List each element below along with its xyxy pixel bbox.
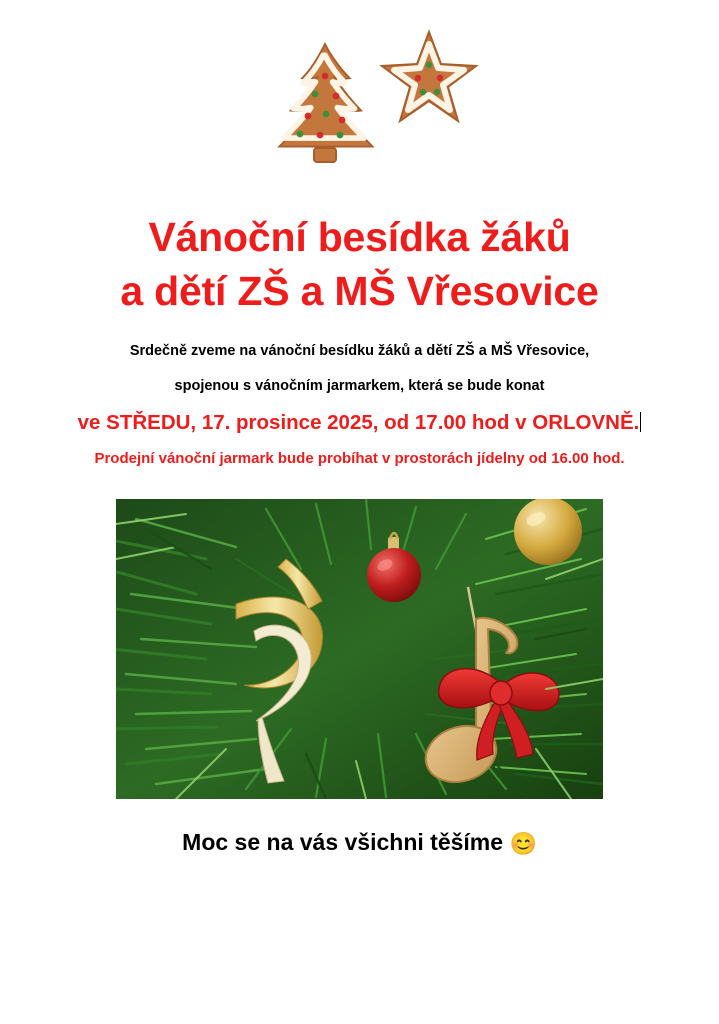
- closing-line: [182, 829, 537, 857]
- title-line-2: a dětí ZŠ a MŠ Vřesovice: [120, 268, 599, 315]
- poster-body: [0, 344, 719, 467]
- market-info-line: Prodejní vánoční jarmark bude probíhat v prostorách jídelny od 16.00 hod.: [94, 449, 625, 467]
- closing-text: Moc se na vás všichni těšíme: [182, 829, 504, 856]
- poster-title: [0, 210, 719, 318]
- event-datetime-line: ve STŘEDU, 17. prosince 2025, od 17.00 hod v ORLOVNĚ.: [77, 411, 640, 435]
- invitation-line-2: spojenou s vánočním jarmarkem, která se bude konat: [174, 378, 545, 395]
- text-cursor: [640, 412, 641, 432]
- christmas-tree-ornament-photo: [116, 499, 603, 799]
- title-line-1: Vánoční besídka žáků: [148, 214, 571, 260]
- gingerbread-cookies-icon: [230, 22, 490, 182]
- smiling-face-icon: 😊: [509, 831, 537, 857]
- invitation-line-1: Srdečně zveme na vánoční besídku žáků a dětí ZŠ a MŠ Vřesovice,: [129, 343, 590, 360]
